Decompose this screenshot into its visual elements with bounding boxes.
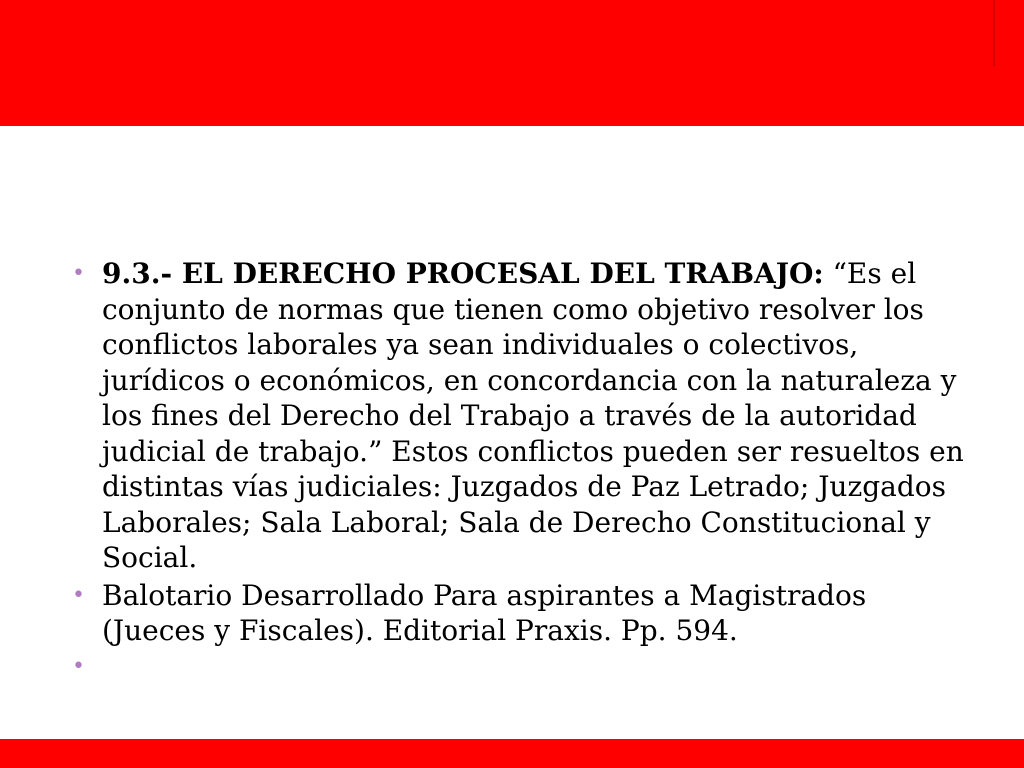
bullet-icon: • [72,582,85,608]
bullet-list [72,256,972,685]
definition-text: “Es el conjunto de normas que tienen como objetivo resolver los conflictos laborales ya sean individuales o colectivos, jurídicos o económicos, en concordancia con la naturaleza y los fines del Derecho del Trabajo a través de la autoridad judicial de trabajo.” Estos conflictos pueden ser resueltos en distintas vías judiciales: Juzgados de Paz Letrado; Juzgados Laborales; Sala Laboral; Sala de Derecho Constitucional y Social. [102,257,964,574]
bullet-item-reference [72,578,972,649]
top-band-divider [993,0,995,66]
bullet-item-definition [72,256,972,576]
bullet-icon: • [72,653,85,679]
bullet-item-empty [72,649,972,685]
top-red-band [0,0,1024,126]
section-heading: 9.3.- EL DERECHO PROCESAL DEL TRABAJO: [102,257,824,290]
bullet-icon: • [72,261,85,286]
reference-text: Balotario Desarrollado Para aspirantes a Magistrados (Jueces y Fiscales). Editorial Praxis. Pp. 594. [102,578,867,647]
bottom-red-band [0,739,1024,768]
